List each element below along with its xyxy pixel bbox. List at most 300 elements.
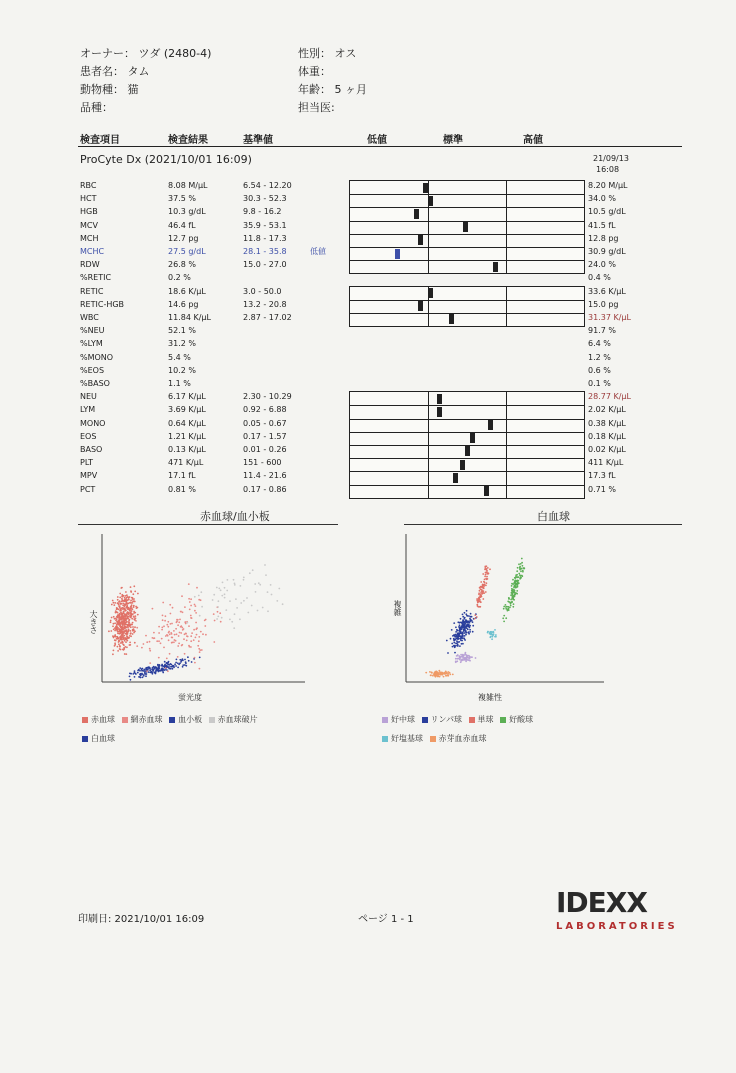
rbc-dot (125, 653, 127, 655)
lym-dot (465, 634, 467, 636)
rbc-dot (121, 641, 123, 643)
retic-dot (162, 619, 164, 621)
age-field (298, 81, 367, 97)
rbc-dot (136, 607, 138, 609)
rbc-dot (135, 615, 137, 617)
rbc-dot (127, 596, 129, 598)
lym-dot (464, 627, 466, 629)
retic-dot (186, 640, 188, 642)
retic-dot (167, 670, 169, 672)
plt-dot (139, 667, 141, 669)
legend-item-fragments: 赤血球破片 (209, 715, 258, 724)
eos-dot (518, 563, 520, 565)
wbc-scatter-plot (404, 530, 624, 690)
mono-dot (478, 592, 480, 594)
rbc-dot (112, 625, 114, 627)
retic-dot (158, 626, 160, 628)
rbc-dot (134, 642, 136, 644)
rbc-dot (128, 629, 130, 631)
row-reference: 6.54 - 12.20 (243, 181, 292, 190)
wbc-y-label: 複雑 (393, 600, 402, 616)
rbc-title-divider (78, 524, 338, 525)
row-name: PLT (80, 458, 94, 468)
row-result: 1.21 K/µL (168, 431, 206, 441)
retic-dot (190, 598, 192, 600)
neu-dot (455, 661, 457, 663)
rbc-dot (121, 634, 123, 636)
neu-dot (460, 657, 462, 659)
rbc-dot (134, 591, 136, 593)
legend-item-eos: 好酸球 (500, 715, 533, 724)
row-name: RETIC (80, 286, 104, 296)
vet-label: 担当医: (298, 101, 335, 114)
lym-dot (468, 626, 470, 628)
neu-dot (460, 654, 462, 656)
rbc-dot (126, 646, 128, 648)
mono-dot (476, 599, 478, 601)
row-result: 52.1 % (168, 326, 196, 336)
retic-dot (152, 608, 154, 610)
rbc-dot (120, 609, 122, 611)
retic-dot (163, 625, 165, 627)
range-marker (460, 460, 465, 470)
plt-dot (191, 661, 193, 663)
plt-dot (145, 675, 147, 677)
nrbc-dot (449, 674, 451, 676)
plt-dot (157, 668, 159, 670)
rbc-dot (111, 604, 113, 606)
plt-dot (148, 666, 150, 668)
mono-dot (486, 582, 488, 584)
row-previous: 15.0 pg (588, 299, 619, 309)
wbc-plot-title: 白血球 (537, 510, 570, 523)
plt-dot (143, 669, 145, 671)
col-result: 検査結果 (168, 135, 208, 146)
retic-dot (136, 645, 138, 647)
plt-dot (157, 664, 159, 666)
rbc-dot (130, 612, 132, 614)
lym-dot (466, 610, 468, 612)
plt-dot (143, 675, 145, 677)
row-reference: 35.9 - 53.1 (243, 220, 287, 230)
lym-dot (457, 638, 459, 640)
range-row-divider (350, 194, 584, 195)
baso-dot (493, 631, 495, 633)
rbc-dot (133, 585, 135, 587)
fragment-dot (218, 588, 220, 590)
fragment-dot (282, 603, 284, 605)
eos-dot (521, 575, 523, 577)
range-divider (506, 287, 507, 327)
lym-dot (469, 631, 471, 633)
legend-item-lym: リンパ球 (422, 715, 462, 724)
plt-dot (143, 670, 145, 672)
lym-dot (446, 640, 448, 642)
lym-dot (453, 635, 455, 637)
rbc-dot (130, 626, 132, 628)
lym-dot (451, 629, 453, 631)
age-label: 年齢： (298, 83, 331, 96)
range-row-divider (350, 313, 584, 314)
lym-dot (462, 621, 464, 623)
rbc-dot (124, 605, 126, 607)
plt-dot (170, 668, 172, 670)
row-result: 8.08 M/µL (168, 181, 208, 190)
fragment-dot (217, 616, 219, 618)
lym-dot (458, 641, 460, 643)
plt-dot (167, 662, 169, 664)
rbc-dot (130, 602, 132, 604)
rbc-dot (129, 642, 131, 644)
rbc-dot (129, 635, 131, 637)
lym-dot (451, 643, 453, 645)
eos-dot (521, 558, 523, 560)
sex-field (298, 45, 356, 61)
row-name: LYM (80, 405, 96, 415)
rbc-dot (124, 599, 126, 601)
retic-dot (198, 636, 200, 638)
lym-dot (463, 637, 465, 639)
rbc-dot (126, 607, 128, 609)
sex-label: 性別： (298, 47, 331, 60)
rbc-dot (126, 635, 128, 637)
retic-dot (183, 638, 185, 640)
lym-dot (454, 652, 456, 654)
lym-dot (456, 642, 458, 644)
eos-dot (519, 569, 521, 571)
retic-dot (174, 634, 176, 636)
row-name: MCH (80, 233, 99, 243)
rbc-dot (119, 639, 121, 641)
fragment-dot (265, 574, 267, 576)
row-name: MCV (80, 220, 98, 230)
retic-dot (146, 641, 148, 643)
row-name: RETIC-HGB (80, 299, 125, 309)
plt-dot (162, 672, 164, 674)
rbc-dot (118, 604, 120, 606)
nrbc-dot (447, 673, 449, 675)
mono-dot (482, 584, 484, 586)
retic-dot (158, 632, 160, 634)
row-name: HGB (80, 207, 98, 217)
eos-dot (518, 576, 520, 578)
sex-value: オス (334, 47, 357, 60)
retic-dot (177, 645, 179, 647)
plt-dot (140, 674, 142, 676)
rbc-dot (116, 636, 118, 638)
lym-dot (453, 645, 455, 647)
retic-dot (184, 653, 186, 655)
lym-dot (467, 632, 469, 634)
retic-dot (171, 637, 173, 639)
rbc-dot (124, 653, 126, 655)
rbc-dot (117, 599, 119, 601)
mono-dot (482, 573, 484, 575)
plt-dot (172, 665, 174, 667)
plt-dot (134, 672, 136, 674)
nrbc-dot (429, 671, 431, 673)
nrbc-dot (439, 671, 441, 673)
rbc-dot (122, 603, 124, 605)
lym-dot (460, 618, 462, 620)
rbc-dot (117, 638, 119, 640)
fragment-dot (259, 584, 261, 586)
fragment-dot (251, 605, 253, 607)
eos-dot (518, 573, 520, 575)
retic-dot (188, 645, 190, 647)
mono-dot (486, 576, 488, 578)
range-marker (488, 420, 493, 430)
retic-dot (196, 634, 198, 636)
row-previous: 0.4 % (588, 273, 611, 283)
plt-dot (142, 676, 144, 678)
plt-dot (153, 668, 155, 670)
neu-dot (465, 654, 467, 656)
rbc-dot (126, 634, 128, 636)
idexx-logo-sub: LABORATORIES (556, 921, 678, 932)
row-name: MONO (80, 418, 106, 428)
fragment-dot (262, 607, 264, 609)
eos-dot (508, 598, 510, 600)
mono-dot (482, 585, 484, 587)
nrbc-dot (437, 671, 439, 673)
retic-dot (149, 662, 151, 664)
eos-dot (503, 608, 505, 610)
fragment-dot (222, 582, 224, 584)
range-marker (428, 288, 433, 298)
fragment-dot (198, 595, 200, 597)
mono-dot (486, 565, 488, 567)
plt-dot (175, 662, 177, 664)
rbc-dot (119, 614, 121, 616)
eos-dot (522, 571, 524, 573)
lym-dot (464, 612, 466, 614)
retic-dot (183, 628, 185, 630)
wbc-title-divider (404, 524, 682, 525)
fragment-dot (247, 612, 249, 614)
rbc-dot (114, 644, 116, 646)
lym-dot (462, 616, 464, 618)
row-result: 14.6 pg (168, 299, 199, 309)
fragment-dot (240, 602, 242, 604)
idexx-logo: IDEXX (556, 886, 647, 919)
lym-dot (450, 638, 452, 640)
retic-dot (220, 621, 222, 623)
prev-date: 21/09/13 (593, 154, 629, 163)
retic-dot (166, 634, 168, 636)
range-row-divider (350, 405, 584, 406)
fragment-dot (243, 577, 245, 579)
rbc-dot (117, 596, 119, 598)
mono-dot (485, 572, 487, 574)
mono-dot (479, 590, 481, 592)
eos-dot (511, 589, 513, 591)
retic-dot (173, 641, 175, 643)
owner-value: ツダ (2480-4) (138, 47, 212, 60)
rbc-dot (132, 630, 134, 632)
fragment-dot (255, 591, 257, 593)
retic-dot (141, 647, 143, 649)
rbc-dot (137, 593, 139, 595)
row-previous: 8.20 M/µL (588, 181, 628, 190)
rbc-dot (120, 612, 122, 614)
retic-dot (166, 624, 168, 626)
retic-dot (181, 627, 183, 629)
rbc-dot (123, 611, 125, 613)
lym-dot (455, 631, 457, 633)
rbc-plot-title: 赤血球/血小板 (200, 510, 270, 523)
age-value: 5 ヶ月 (334, 83, 367, 96)
retic-dot (200, 599, 202, 601)
row-reference: 0.17 - 1.57 (243, 431, 287, 441)
rbc-dot (114, 630, 116, 632)
nrbc-dot (445, 671, 447, 673)
retic-dot (188, 625, 190, 627)
mono-dot (474, 618, 476, 620)
retic-dot (190, 635, 192, 637)
eos-dot (521, 562, 523, 564)
eos-dot (516, 593, 518, 595)
range-marker (453, 473, 458, 483)
retic-dot (195, 637, 197, 639)
neu-dot (464, 658, 466, 660)
fragment-dot (233, 579, 235, 581)
plt-dot (168, 666, 170, 668)
row-reference: 13.2 - 20.8 (243, 299, 287, 309)
retic-dot (189, 601, 191, 603)
range-marker (414, 209, 419, 219)
owner-field (80, 45, 211, 61)
fragment-dot (257, 610, 259, 612)
retic-dot (191, 632, 193, 634)
retic-dot (169, 604, 171, 606)
eos-dot (512, 583, 514, 585)
lym-dot (465, 613, 467, 615)
rbc-dot (132, 626, 134, 628)
rbc-dot (113, 602, 115, 604)
rbc-dot (118, 621, 120, 623)
fragment-dot (229, 619, 231, 621)
eos-dot (519, 574, 521, 576)
rbc-dot (134, 626, 136, 628)
rbc-dot (123, 600, 125, 602)
mono-dot (484, 576, 486, 578)
row-reference: 0.01 - 0.26 (243, 445, 287, 454)
retic-dot (193, 629, 195, 631)
fragment-dot (226, 590, 228, 592)
retic-dot (170, 623, 172, 625)
retic-dot (143, 643, 145, 645)
fragment-dot (216, 618, 218, 620)
wbc-x-label: 複雑性 (478, 693, 502, 702)
fragment-dot (258, 582, 260, 584)
plt-dot (162, 665, 164, 667)
eos-dot (511, 601, 513, 603)
baso-dot (492, 636, 494, 638)
rbc-dot (116, 608, 118, 610)
row-reference: 28.1 - 35.8 (243, 247, 287, 256)
retic-dot (175, 628, 177, 630)
mono-dot (487, 567, 489, 569)
retic-dot (190, 615, 192, 617)
rbc-dot (124, 597, 126, 599)
row-name: %LYM (80, 339, 103, 349)
row-name: HCT (80, 194, 97, 204)
rbc-dot (120, 632, 122, 634)
row-result: 11.84 K/µL (168, 313, 211, 322)
baso-dot (491, 638, 493, 640)
eos-dot (516, 590, 518, 592)
retic-dot (162, 602, 164, 604)
lym-dot (456, 629, 458, 631)
retic-dot (163, 647, 165, 649)
row-result: 3.69 K/µL (168, 405, 206, 415)
rbc-dot (126, 604, 128, 606)
mono-dot (483, 590, 485, 592)
neu-dot (460, 661, 462, 663)
neu-dot (470, 656, 472, 658)
plt-dot (175, 665, 177, 667)
rbc-dot (118, 601, 120, 603)
row-name: %NEU (80, 326, 105, 336)
plt-dot (179, 662, 181, 664)
rbc-dot (121, 621, 123, 623)
row-reference: 0.05 - 0.67 (243, 418, 287, 428)
mono-dot (483, 588, 485, 590)
row-result: 0.2 % (168, 273, 191, 283)
mono-dot (476, 604, 478, 606)
rbc-dot (133, 605, 135, 607)
lym-dot (464, 635, 466, 637)
retic-dot (161, 638, 163, 640)
rbc-dot (126, 594, 128, 596)
retic-dot (149, 641, 151, 643)
rbc-dot (126, 602, 128, 604)
plt-dot (149, 668, 151, 670)
eos-dot (522, 567, 524, 569)
fragment-dot (225, 609, 227, 611)
plt-dot (185, 661, 187, 663)
range-row-divider (350, 260, 584, 261)
owner-label: オーナー： (80, 47, 135, 60)
rbc-dot (130, 617, 132, 619)
page-number: ページ 1 - 1 (358, 914, 414, 925)
plt-dot (163, 668, 165, 670)
retic-dot (158, 640, 160, 642)
fragment-dot (221, 617, 223, 619)
rbc-dot (115, 625, 117, 627)
baso-dot (494, 629, 496, 631)
plt-dot (129, 673, 131, 675)
fragment-dot (243, 579, 245, 581)
col-normal: 標準 (443, 135, 463, 146)
lym-dot (453, 640, 455, 642)
rbc-legend-row2 (82, 733, 115, 744)
rbc-dot (130, 586, 132, 588)
row-name: MPV (80, 471, 98, 481)
eos-dot (503, 615, 505, 617)
rbc-dot (118, 643, 120, 645)
retic-dot (185, 633, 187, 635)
row-flag: 低値 (310, 247, 326, 256)
fragment-dot (254, 583, 256, 585)
rbc-dot (121, 596, 123, 598)
mono-dot (488, 573, 490, 575)
rbc-dot (118, 605, 120, 607)
legend-item-mono: 単球 (469, 715, 494, 724)
retic-dot (168, 639, 170, 641)
legend-item-wbc: 白血球 (82, 734, 115, 743)
